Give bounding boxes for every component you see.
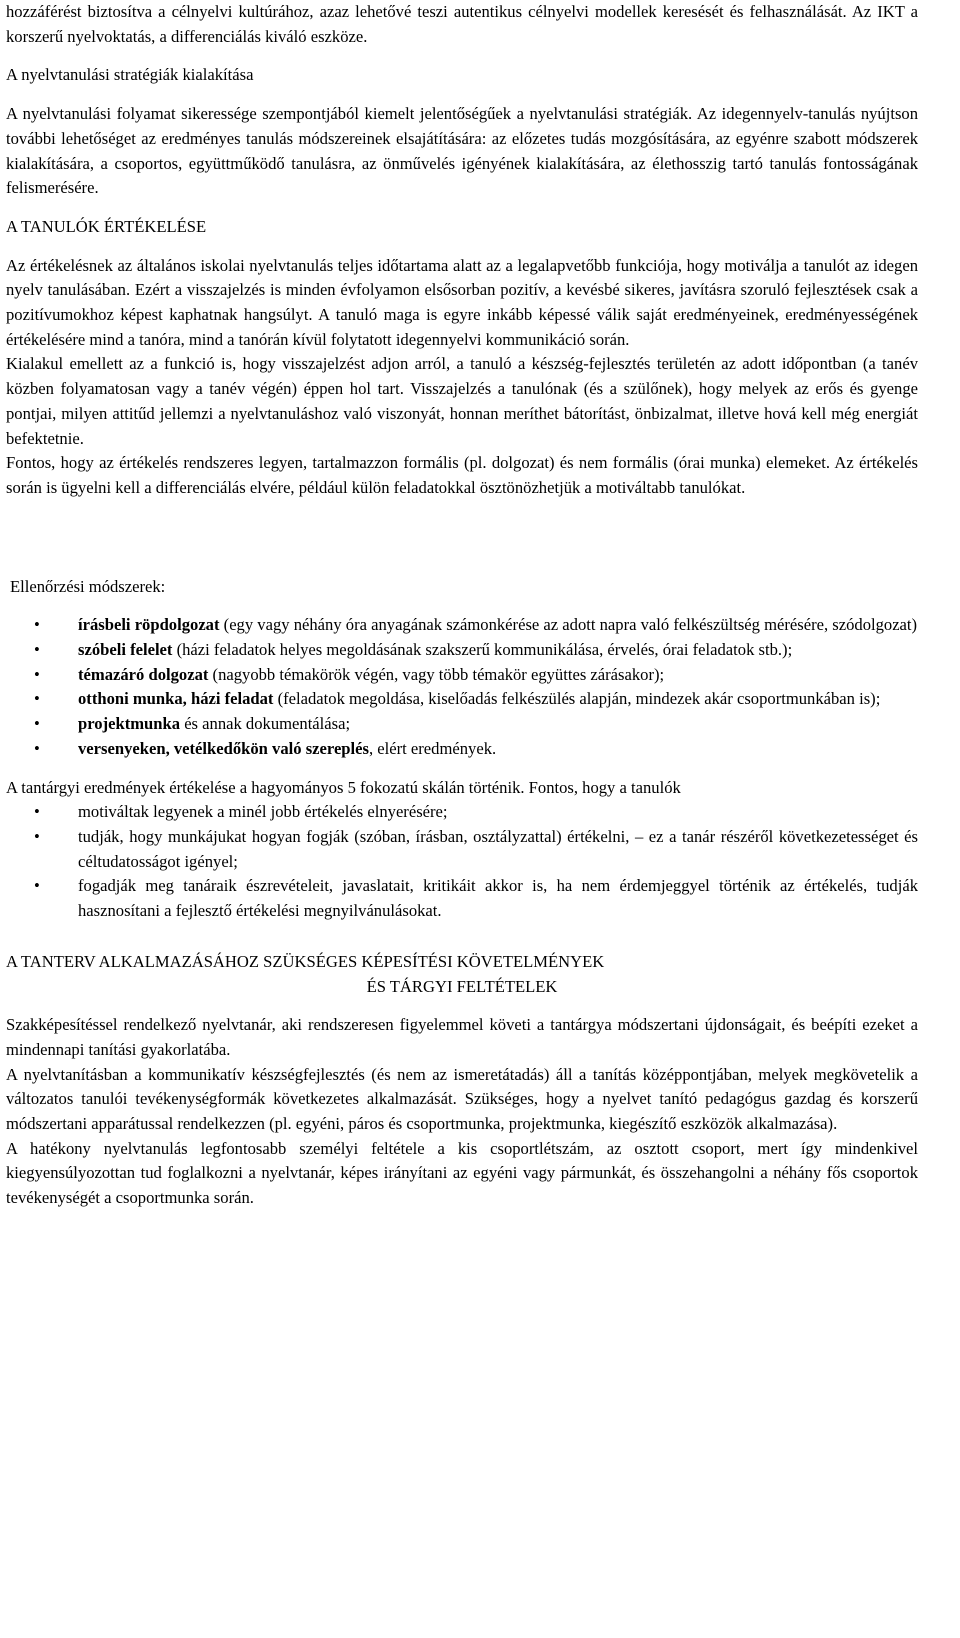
method-name: projektmunka xyxy=(78,714,181,734)
requirements-paragraph: A nyelvtanításban a kommunikatív készségfejlesztés (és nem az ismeretátadás) áll a tanítás középpontjában, melyek megkövetelik a változatos tanulói tevékenységformák következetes alkalmazását. Szükséges, hogy a nyelvet tanító pedagógus gazdag és korszerű módszertani apparátussal rendelkezzen (pl. egyéni, páros és csoportmunka, projektmunka, kiegészítő eszközök alkalmazása). xyxy=(6,1064,918,1134)
evaluation-paragraph: Kialakul emellett az a funkció is, hogy visszajelzést adjon arról, a tanuló a készség-fejlesztés területén az adott időpontban (a tanév közben folyamatosan vagy a tanév végén) éppen hol tart. Visszajelzés a tanulónak (és a szülőnek), hogy melyek az erős és gyenge pontjai, milyen attitűd jellemzi a nyelvtanuláshoz való viszonyát, honnan meríthet bátorítást, önbizalmat, illetve hová kell még energiát befektetnie. xyxy=(6,354,918,448)
requirements-heading-line2: ÉS TÁRGYI FELTÉTELEK xyxy=(366,976,558,996)
methods-list xyxy=(6,613,918,761)
requirements-paragraph: Szakképesítéssel rendelkező nyelvtanár, aki rendszeresen figyelemmel követi a tantárgya módszertani újdonságait, és beépíti ezeket a mindennapi tanítási gyakorlatába. xyxy=(6,1015,918,1059)
bullet-icon: • xyxy=(34,802,40,822)
evaluation-paragraph: Az értékelésnek az általános iskolai nyelvtanulás teljes időtartama alatt az a legalapvetőbb funkciója, hogy motiválja a tanulót az idegen nyelv tanulásában. Ezért a visszajelzés is minden évfolyamon elsősorban pozitív, a kevésbé sikeres, javításra szoruló fejlesztések csak a pozitívumokhoz képest kaphatnak hangsúlyt. A tanuló maga is egyre inkább képessé válik saját eredményeinek, eredményességének értékelésére mind a tanóra, mind a tanórán kívül folytatott idegennyelvi kommunikáció során. xyxy=(6,255,918,349)
bullet-icon: • xyxy=(34,664,40,684)
method-name: témazáró dolgozat xyxy=(78,664,209,684)
spacer xyxy=(6,201,918,215)
bullet-icon: • xyxy=(34,640,40,660)
bullet-icon: • xyxy=(34,714,40,734)
bullet-icon: • xyxy=(34,876,40,896)
method-description: (házi feladatok helyes megoldásának szakszerű kommunikálása, érvelés, órai feladatok stb.); xyxy=(172,640,793,660)
method-name: versenyeken, vetélkedőkön való szereplés xyxy=(78,738,369,758)
list-item xyxy=(6,800,918,825)
bullet-icon: • xyxy=(34,738,40,758)
grading-item-text: tudják, hogy munkájukat hogyan fogják (szóban, írásban, osztályzattal) értékelni, – ez a tanár részéről következetességet és céltudatosságot igényel; xyxy=(78,826,918,871)
requirements-paragraph: A hatékony nyelvtanulás legfontosabb személyi feltétele a kis csoportlétszám, az osztott csoport, mert így mindenkivel kiegyensúlyozottan tud foglalkozni a nyelvtanár, képes irányítani az egyéni vagy pármunkát, és összehangolni a néhány fős csoportok tevékenységét a csoportmunka során. xyxy=(6,1138,918,1208)
bullet-icon: • xyxy=(34,826,40,846)
method-description: és annak dokumentálása; xyxy=(180,714,351,734)
list-item xyxy=(6,737,918,762)
evaluation-paragraph: Fontos, hogy az értékelés rendszeres legyen, tartalmazzon formális (pl. dolgozat) és nem formális (órai munka) elemeket. Az értékelés során is ügyelni kell a differenciálás elvére, például külön feladatokkal ösztönözhetjük a motiváltabb tanulókat. xyxy=(6,453,918,497)
methods-label: Ellenőrzési módszerek: xyxy=(10,576,166,596)
spacer xyxy=(6,88,918,102)
list-item xyxy=(6,613,918,638)
intro-paragraph: hozzáférést biztosítva a célnyelvi kultúrához, azaz lehetővé teszi autentikus célnyelvi modellek keresését és felhasználását. Az IKT a korszerű nyelvoktatás, a differenciálás kiváló eszköze. xyxy=(6,2,918,46)
method-name: szóbeli felelet xyxy=(78,640,173,660)
spacer xyxy=(6,924,918,950)
strategies-heading: A nyelvtanulási stratégiák kialakítása xyxy=(6,65,254,85)
grading-item-text: motiváltak legyenek a minél jobb értékelés elnyerésére; xyxy=(78,802,448,822)
spacer xyxy=(6,599,918,613)
spacer xyxy=(6,999,918,1013)
method-description: (egy vagy néhány óra anyagának számonkérése az adott napra való felkészültség mérésére, szódolgozat) xyxy=(219,615,918,635)
spacer xyxy=(6,240,918,254)
bullet-icon: • xyxy=(34,615,40,635)
bullet-icon: • xyxy=(34,689,40,709)
grading-list xyxy=(6,800,918,924)
method-description: (nagyobb témakörök végén, vagy több témakör együttes zárásakor); xyxy=(208,664,665,684)
spacer xyxy=(6,49,918,63)
spacer xyxy=(6,762,918,776)
list-item xyxy=(6,825,918,874)
method-name: otthoni munka, házi feladat xyxy=(78,689,274,709)
list-item xyxy=(6,638,918,663)
spacer xyxy=(6,501,918,575)
list-item xyxy=(6,712,918,737)
requirements-heading-line1: A TANTERV ALKALMAZÁSÁHOZ SZÜKSÉGES KÉPESÍTÉSI KÖVETELMÉNYEK xyxy=(6,951,605,971)
method-description: , elért eredmények. xyxy=(368,738,497,758)
list-item xyxy=(6,663,918,688)
document-page xyxy=(6,0,918,1211)
list-item xyxy=(6,874,918,923)
method-description: (feladatok megoldása, kiselőadás felkészülés alapján, mindezek akár csoportmunkában is); xyxy=(273,689,881,709)
grading-item-text: fogadják meg tanáraik észrevételeit, javaslatait, kritikáit akkor is, ha nem érdemjeggyel történik az értékelés, tudják hasznosítani a fejlesztő értékelési megnyilvánulásokat. xyxy=(78,876,918,921)
list-item xyxy=(6,687,918,712)
strategies-paragraph: A nyelvtanulási folyamat sikeressége szempontjából kiemelt jelentőségűek a nyelvtanulási stratégiák. Az idegennyelv-tanulás nyújtson további lehetőséget az eredményes tanulás módszereinek elsajátítására: az előzetes tudás mozgósítására, az egyénre szabott módszerek kialakítására, a csoportos, együttműködő tanulásra, az önművelés igényének kialakítására, az élethosszig tartó tanulás fontosságának felismerésére. xyxy=(6,104,918,198)
evaluation-heading: A TANULÓK ÉRTÉKELÉSE xyxy=(6,216,207,236)
method-name: írásbeli röpdolgozat xyxy=(78,615,220,635)
grading-paragraph: A tantárgyi eredmények értékelése a hagyományos 5 fokozatú skálán történik. Fontos, hogy a tanulók xyxy=(6,777,681,797)
